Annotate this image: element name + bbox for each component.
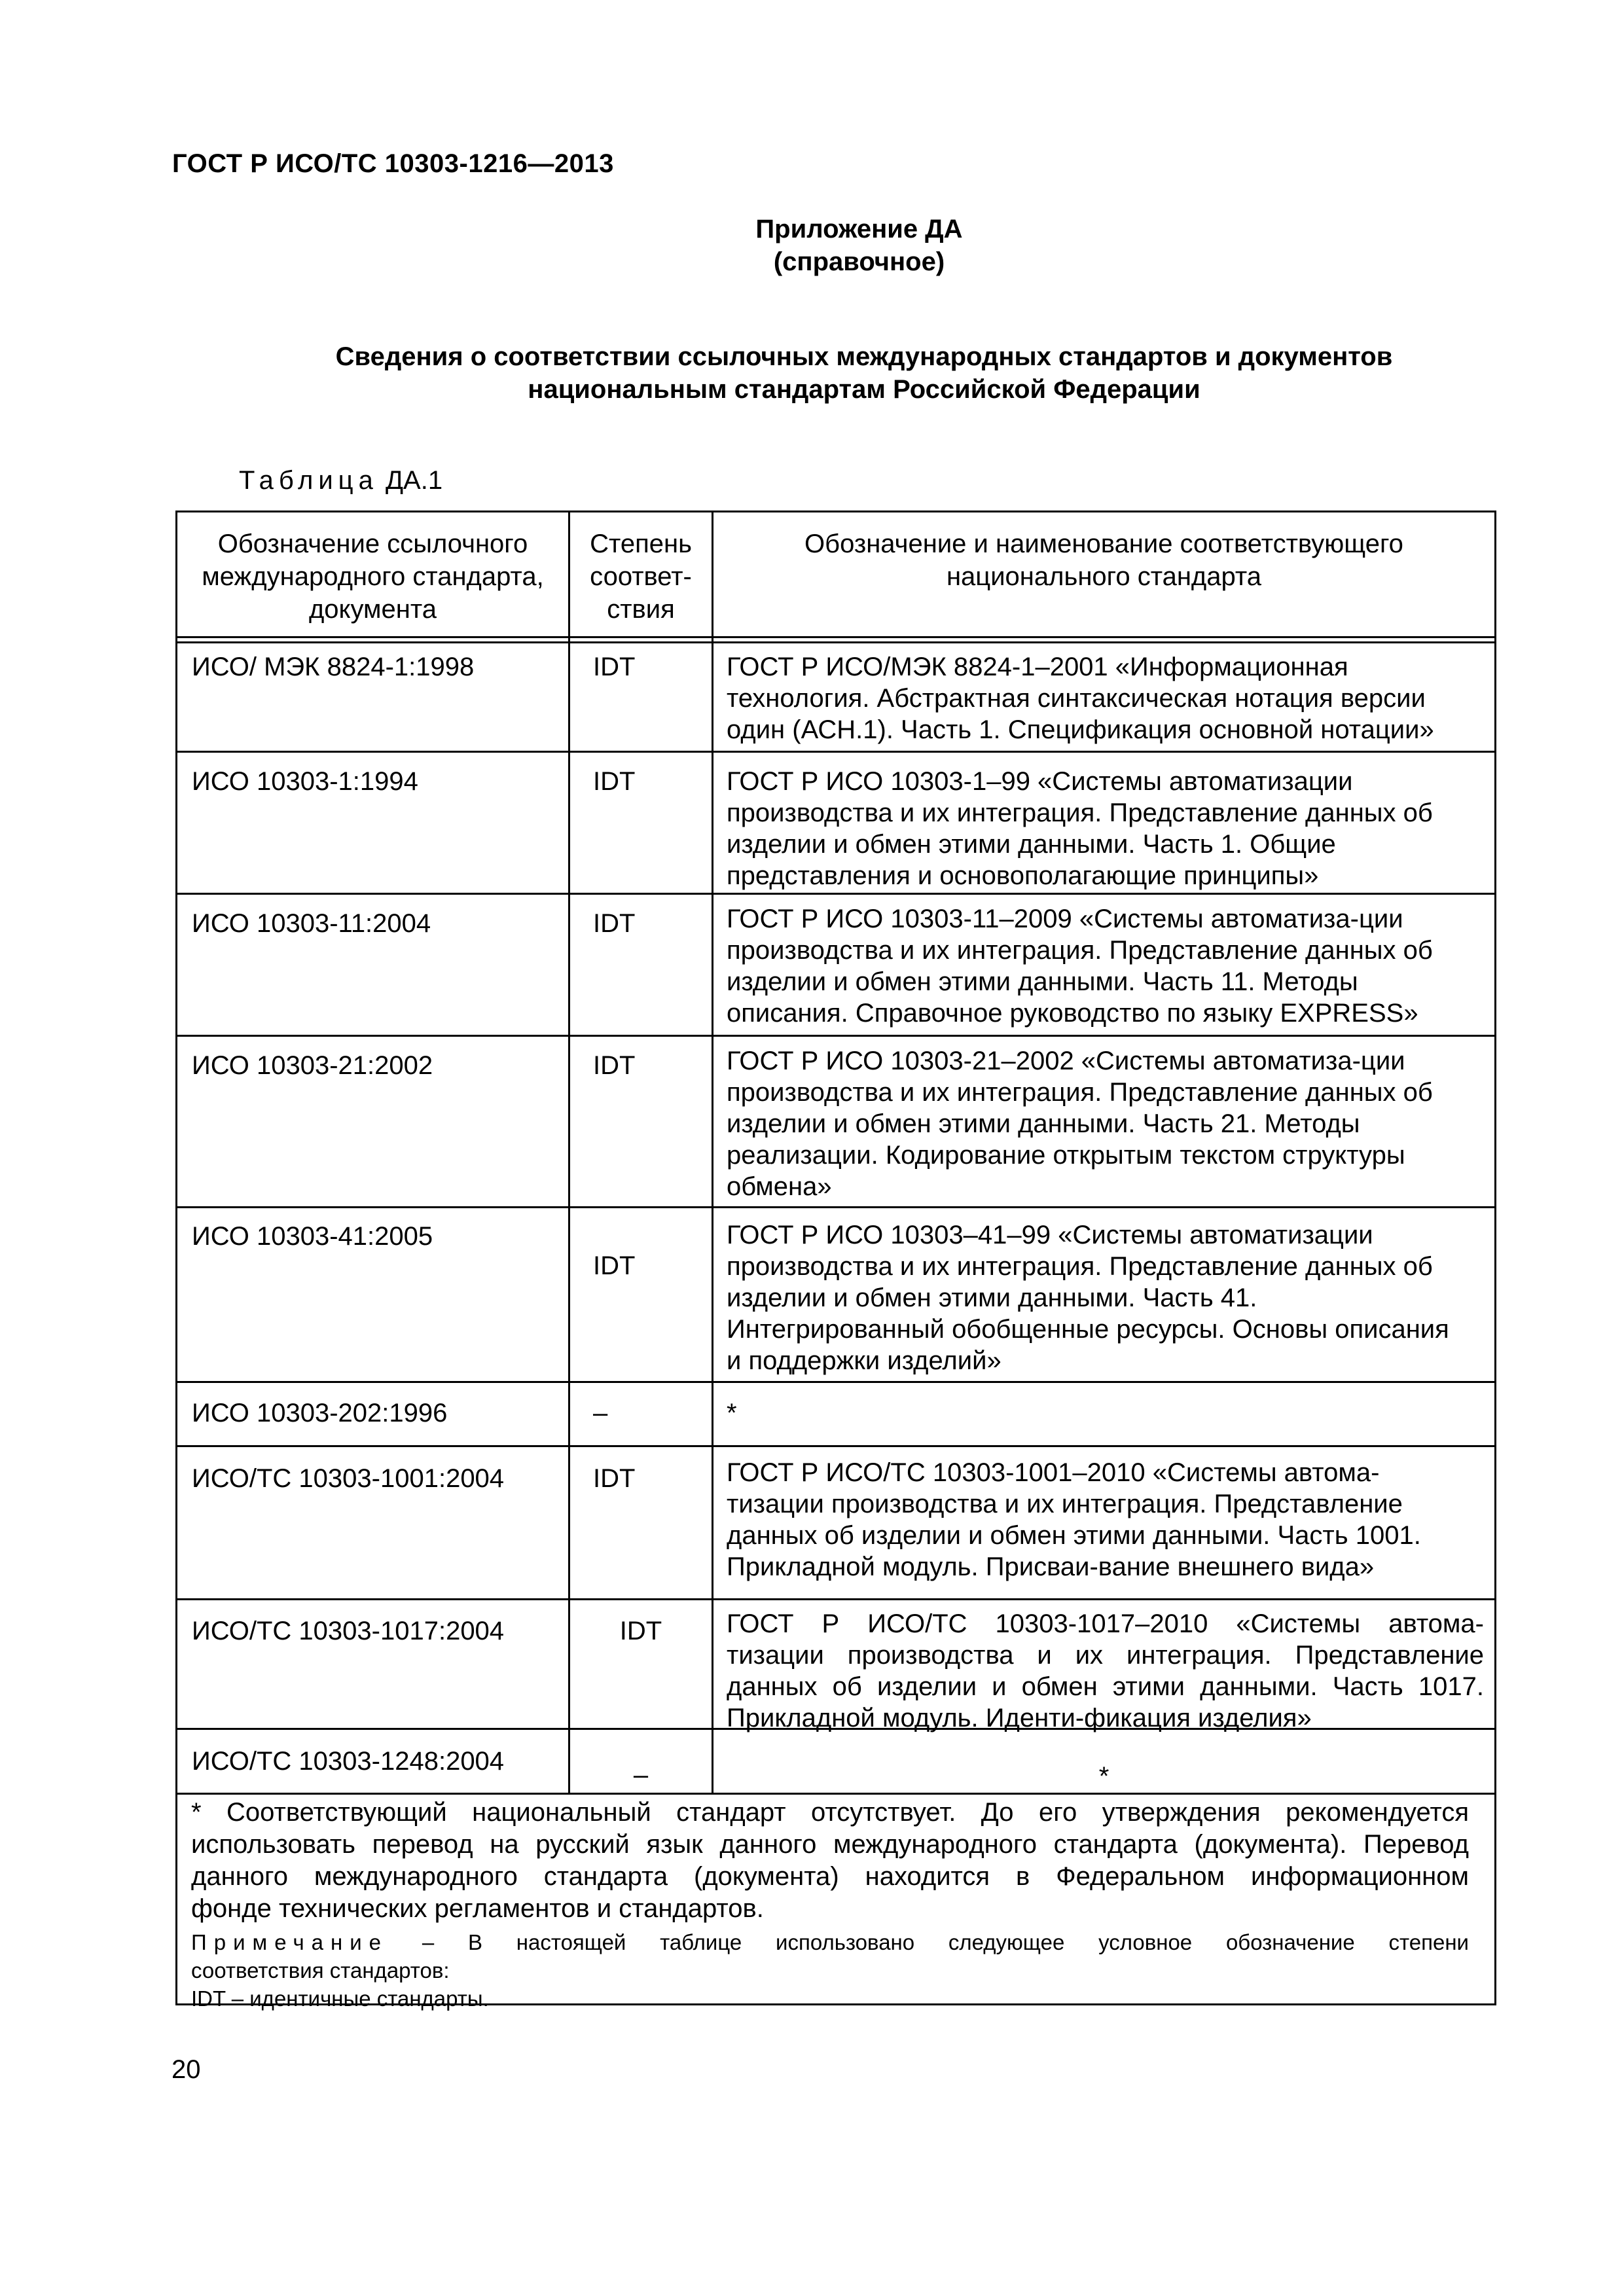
section-heading-line: Сведения о соответствии ссылочных международных стандартов и документов <box>335 342 1393 371</box>
header-line: документа <box>308 595 437 624</box>
national-line: производства и их интеграция. Представление данных об <box>727 798 1433 827</box>
header-cell-national <box>713 528 1494 593</box>
national-line: описания. Справочное руководство по языку EXPRESS» <box>727 999 1418 1028</box>
row-divider <box>175 1598 1496 1600</box>
national-line: изделии и обмен этими данными. Часть 41. <box>727 1283 1257 1312</box>
header-line: Обозначение и наименование соответствующего <box>804 529 1403 558</box>
table-cell-national <box>727 903 1484 1029</box>
table-cell-degree: IDT <box>619 1617 662 1645</box>
table-cell-degree: IDT <box>593 1051 636 1080</box>
table-cell-national <box>727 1219 1484 1376</box>
table-cell-degree: IDT <box>593 653 636 681</box>
header-cell-reference <box>177 528 568 626</box>
table-cell-degree: – <box>593 1399 608 1427</box>
section-heading-line: национальным стандартам Российской Федерации <box>528 375 1200 404</box>
table-caption-word: Таблица <box>239 466 378 495</box>
header-line: международного стандарта, <box>202 562 544 591</box>
column-divider <box>568 511 570 1795</box>
national-line: обмена» <box>727 1172 832 1201</box>
table-footnote-line: фонде технических регламентов и стандартов. <box>191 1894 764 1923</box>
national-line: один (АСН.1). Часть 1. Спецификация основной нотации» <box>727 715 1434 744</box>
row-divider <box>175 1381 1496 1383</box>
note-text: – В настоящей таблице использовано следующее условное обозначение степени <box>422 1930 1469 1954</box>
national-line: изделии и обмен этими данными. Часть 1. Общие <box>727 830 1336 859</box>
page-number: 20 <box>171 2055 201 2084</box>
header-line: соответ- <box>590 562 692 591</box>
table-caption <box>239 466 442 495</box>
national-line: ГОСТ Р ИСО/ТС 10303-1017–2010 «Системы автома- <box>727 1609 1484 1638</box>
column-divider <box>712 511 713 1795</box>
header-divider <box>175 636 1496 638</box>
table-border-left <box>175 511 177 2005</box>
row-divider <box>175 1445 1496 1447</box>
header-line: ствия <box>607 595 675 624</box>
national-line: данных об изделии и обмен этими данными. Часть 1001. <box>727 1521 1421 1550</box>
table-cell-reference: ИСО/ТС 10303-1248:2004 <box>192 1747 505 1776</box>
table-cell-reference: ИСО 10303-1:1994 <box>192 767 418 796</box>
national-line: ГОСТ Р ИСО 10303-21–2002 «Системы автоматиза-ции <box>727 1047 1405 1075</box>
table-cell-degree: – <box>633 1761 649 1789</box>
table-cell-reference: ИСО 10303-11:2004 <box>192 909 431 938</box>
national-line: Прикладной модуль. Иденти-фикация изделия» <box>727 1704 1312 1732</box>
table-cell-degree: IDT <box>593 909 636 938</box>
reference-table <box>175 511 1496 2005</box>
annex-subtitle: (справочное) <box>773 247 945 276</box>
row-divider <box>175 893 1496 895</box>
national-line: производства и их интеграция. Представление данных об <box>727 1252 1433 1281</box>
national-line: данных об изделии и обмен этими данными. Часть 1017. <box>727 1672 1484 1701</box>
table-footnote-line: * Соответствующий национальный стандарт отсутствует. До его утверждения рекомендуется <box>191 1798 1469 1827</box>
table-cell-reference: ИСО/ТС 10303-1017:2004 <box>192 1617 505 1645</box>
table-cell-degree: IDT <box>593 1251 636 1280</box>
table-footnote-line: данного международного стандарта (документа) находится в Федеральном информационном <box>191 1862 1469 1891</box>
document-code: ГОСТ Р ИСО/ТС 10303-1216—2013 <box>172 149 614 178</box>
row-divider <box>175 1793 1496 1795</box>
table-cell-reference: ИСО 10303-202:1996 <box>192 1399 448 1427</box>
table-cell-national <box>727 1457 1484 1583</box>
table-cell-reference: ИСО 10303-41:2005 <box>192 1222 433 1251</box>
header-line: национального стандарта <box>946 562 1262 591</box>
national-line: производства и их интеграция. Представление данных об <box>727 1078 1433 1107</box>
note-label: Примечание <box>191 1930 389 1954</box>
table-cell-national <box>727 651 1484 745</box>
national-line: ГОСТ Р ИСО 10303-11–2009 «Системы автоматиза-ции <box>727 905 1403 933</box>
national-line: * <box>1098 1762 1110 1791</box>
national-line: ГОСТ Р ИСО/МЭК 8824-1–2001 «Информационная <box>727 653 1348 681</box>
section-heading <box>216 340 1512 406</box>
table-caption-number: ДА.1 <box>385 466 443 495</box>
table-cell-reference: ИСО 10303-21:2002 <box>192 1051 433 1080</box>
table-note-line: соответствия стандартов: <box>191 1958 450 1982</box>
row-divider <box>175 1206 1496 1208</box>
national-line: Интегрированный обобщенные ресурсы. Основы описания <box>727 1315 1449 1344</box>
header-cell-degree <box>570 528 712 626</box>
national-line: производства и их интеграция. Представление данных об <box>727 936 1433 965</box>
national-line: изделии и обмен этими данными. Часть 11. Методы <box>727 967 1358 996</box>
header-line: Обозначение ссылочного <box>217 529 528 558</box>
national-line: Прикладной модуль. Присваи-вание внешнего вида» <box>727 1552 1375 1581</box>
national-line: тизации производства и их интеграция. Представление <box>727 1641 1484 1670</box>
table-cell-national <box>727 766 1484 891</box>
row-divider <box>175 751 1496 753</box>
national-line: представления и основополагающие принципы» <box>727 861 1319 890</box>
table-cell-degree: IDT <box>593 1464 636 1493</box>
table-cell-national <box>727 1397 1484 1429</box>
table-note-line: IDT – идентичные стандарты. <box>191 1986 489 2011</box>
header-line: Степень <box>590 529 692 558</box>
national-line: реализации. Кодирование открытым текстом структуры <box>727 1141 1405 1170</box>
table-note <box>191 1928 1469 1956</box>
table-border-top <box>175 511 1496 512</box>
table-cell-reference: ИСО/ТС 10303-1001:2004 <box>192 1464 505 1493</box>
table-footnote-line: использовать перевод на русский язык данного международного стандарта (документа). Перевод <box>191 1830 1469 1859</box>
national-line: изделии и обмен этими данными. Часть 21. Методы <box>727 1109 1360 1138</box>
table-cell-national <box>727 1608 1484 1734</box>
table-cell-national <box>713 1761 1494 1792</box>
national-line: ГОСТ Р ИСО 10303-1–99 «Системы автоматизации <box>727 767 1353 796</box>
table-border-right <box>1494 511 1496 2005</box>
national-line: технология. Абстрактная синтаксическая нотация версии <box>727 684 1426 713</box>
table-cell-degree: IDT <box>593 767 636 796</box>
national-line: тизации производства и их интеграция. Представление <box>727 1490 1403 1518</box>
table-cell-national <box>727 1045 1484 1202</box>
national-line: и поддержки изделий» <box>727 1346 1001 1375</box>
national-line: ГОСТ Р ИСО 10303–41–99 «Системы автоматизации <box>727 1221 1373 1249</box>
row-divider <box>175 1035 1496 1037</box>
annex-title: Приложение ДА <box>755 215 963 243</box>
header-divider <box>175 641 1496 643</box>
national-line: * <box>727 1399 737 1427</box>
table-cell-reference: ИСО/ МЭК 8824-1:1998 <box>192 653 475 681</box>
national-line: ГОСТ Р ИСО/ТС 10303-1001–2010 «Системы автома- <box>727 1458 1380 1487</box>
